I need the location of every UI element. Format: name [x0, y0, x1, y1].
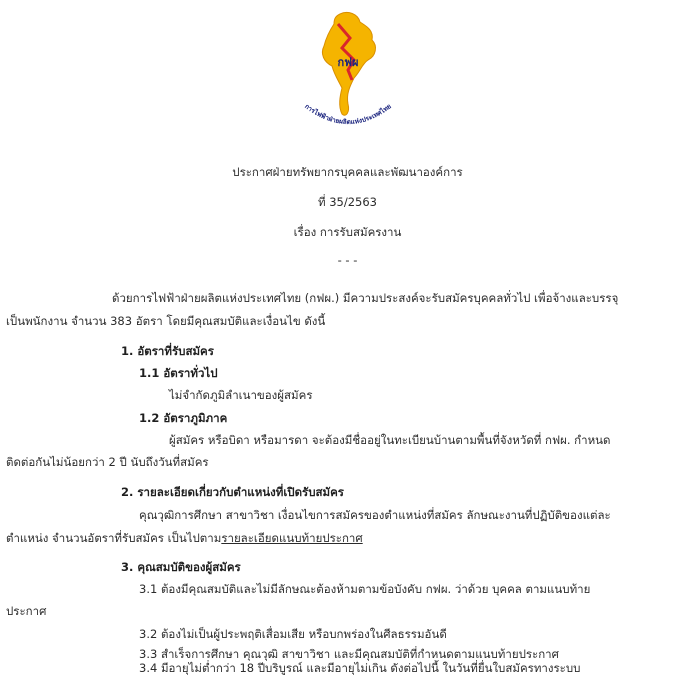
section-1-2-heading: 1.2 อัตราภูมิภาค — [139, 411, 228, 425]
section-3-1-line-2: ประกาศ — [6, 604, 47, 618]
section-3-2-text: 3.2 ต้องไม่เป็นผู้ประพฤติเสื่อมเสีย หรือบกพร่องในศีลธรรมอันดี — [139, 627, 447, 641]
section-2-heading: 2. รายละเอียดเกี่ยวกับตำแหน่งที่เปิดรับสมัคร — [121, 485, 344, 499]
header-separator: - - - — [337, 253, 358, 267]
section-3-1-line-1: 3.1 ต้องมีคุณสมบัติและไม่มีลักษณะต้องห้ามตามข้อบังคับ กฟผ. ว่าด้วย บุคคล ตามแนบท้าย — [139, 582, 591, 596]
section-2-line-2-prefix: ตำแหน่ง จำนวนอัตราที่รับสมัคร เป็นไปตาม — [6, 531, 222, 545]
section-1-2-line-1: ผู้สมัคร หรือบิดา หรือมารดา จะต้องมีชื่ออยู่ในทะเบียนบ้านตามพื้นที่จังหวัดที่ กฟผ. กำหนด — [169, 433, 611, 447]
section-2-line-2 — [6, 530, 363, 546]
egat-logo — [288, 8, 408, 138]
section-3-3-text: 3.3 สำเร็จการศึกษา คุณวุฒิ สาขาวิชา และมีคุณสมบัติที่กำหนดตามแนบท้ายประกาศ — [139, 647, 559, 661]
section-1-1-text: ไม่จำกัดภูมิลำเนาของผู้สมัคร — [169, 388, 313, 402]
section-1-1-heading: 1.1 อัตราทั่วไป — [139, 366, 218, 380]
logo-emblem-text: กฟผ — [337, 56, 359, 69]
section-1-2-line-2: ติดต่อกันไม่น้อยกว่า 2 ปี นับถึงวันที่สมัคร — [6, 455, 209, 469]
intro-line-2: เป็นพนักงาน จำนวน 383 อัตรา โดยมีคุณสมบัติและเงื่อนไข ดังนี้ — [6, 314, 326, 328]
announcement-number: ที่ 35/2563 — [317, 195, 377, 209]
announcement-subject: เรื่อง การรับสมัครงาน — [293, 225, 402, 239]
announcer-title: ประกาศฝ่ายทรัพยากรบุคคลและพัฒนาองค์การ — [232, 165, 463, 179]
section-3-heading: 3. คุณสมบัติของผู้สมัคร — [121, 560, 241, 574]
section-3-4-text: 3.4 มีอายุไม่ต่ำกว่า 18 ปีบริบูรณ์ และมีอายุไม่เกิน ดังต่อไปนี้ ในวันที่ยื่นใบสมัครทางระบบ — [139, 661, 581, 675]
logo-arc-text: การไฟฟ้าฝ่ายผลิตแห่งประเทศไทย — [303, 102, 393, 127]
intro-line-1: ด้วยการไฟฟ้าฝ่ายผลิตแห่งประเทศไทย (กฟผ.) มีความประสงค์จะรับสมัครบุคคลทั่วไป เพื่อจ้างและบรรจุ — [112, 291, 619, 305]
attachment-details-link[interactable]: รายละเอียดแนบท้ายประกาศ — [221, 531, 363, 545]
section-1-heading: 1. อัตราที่รับสมัคร — [121, 344, 214, 358]
section-2-line-1: คุณวุฒิการศึกษา สาขาวิชา เงื่อนไขการสมัครของตำแหน่งที่สมัคร ลักษณะงานที่ปฏิบัติของแต่ละ — [139, 508, 611, 522]
